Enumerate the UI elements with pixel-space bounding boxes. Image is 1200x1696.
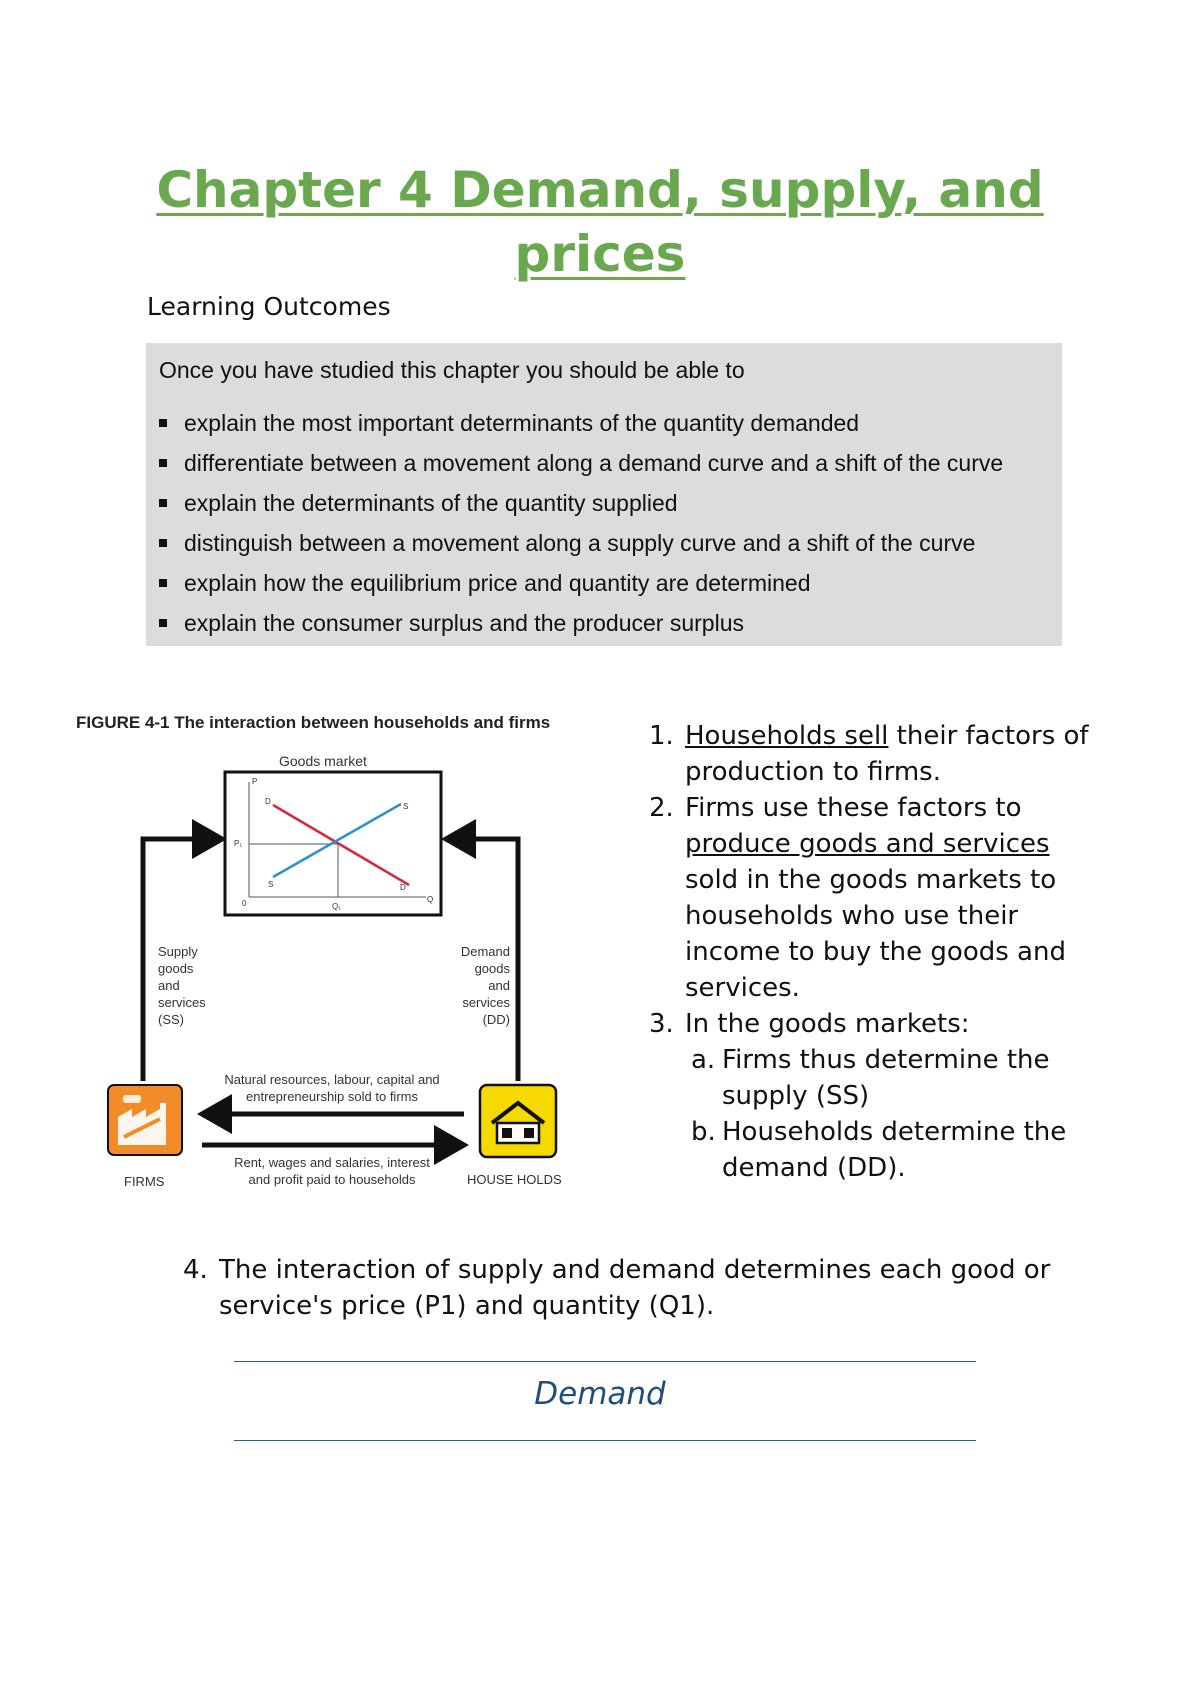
- demand-curve-label-bottom: D: [400, 883, 406, 892]
- circular-flow-figure: [74, 705, 594, 1205]
- goods-market-label: Goods market: [279, 753, 367, 769]
- learning-outcomes-heading: Learning Outcomes: [147, 292, 391, 321]
- sub-list-item: [649, 1042, 1089, 1114]
- circular-flow-diagram: [74, 705, 594, 1205]
- supply-label-line: Supply: [158, 944, 198, 959]
- figure-caption: FIGURE 4-1 The interaction between households and firms: [76, 713, 551, 732]
- outcome-text: explain the determinants of the quantity supplied: [184, 490, 678, 516]
- bullet-square-icon: [159, 539, 167, 547]
- supply-label-line: (SS): [158, 1012, 184, 1027]
- learning-outcomes-box: [146, 343, 1062, 646]
- outcomes-intro: Once you have studied this chapter you should be able to: [159, 357, 745, 383]
- resources-flow-line: Natural resources, labour, capital and: [224, 1072, 440, 1087]
- income-flow-line: and profit paid to households: [248, 1172, 416, 1187]
- bullet-square-icon: [159, 619, 167, 627]
- outcome-item: [159, 523, 1050, 563]
- demand-label-line: and: [488, 978, 510, 993]
- chapter-title: [0, 158, 1200, 286]
- outcome-text: explain the consumer surplus and the producer surplus: [184, 610, 744, 636]
- resources-flow-line: entrepreneurship sold to firms: [246, 1089, 418, 1104]
- list-item: [649, 718, 1089, 790]
- supply-label-line: services: [158, 995, 206, 1010]
- list-number: 4.: [183, 1255, 208, 1285]
- list-text: their factors of production to firms.: [685, 721, 1089, 787]
- households-label: HOUSE HOLDS: [467, 1172, 562, 1187]
- sub-list-text: Households determine the demand (DD).: [722, 1117, 1067, 1183]
- demand-label-line: Demand: [460, 944, 510, 959]
- bullet-square-icon: [159, 419, 167, 427]
- demand-label-line: (DD): [482, 1012, 510, 1027]
- house-icon: [480, 1085, 556, 1157]
- chapter-title-line2: prices: [514, 225, 686, 283]
- outcome-item: [159, 603, 1050, 643]
- outcome-item: [159, 403, 1050, 443]
- heading-rule-top: [234, 1361, 976, 1362]
- outcome-text: explain how the equilibrium price and quantity are determined: [184, 570, 811, 596]
- outcomes-list: [159, 403, 1050, 643]
- firms-label: FIRMS: [124, 1174, 165, 1189]
- underlined-phrase: produce goods and services: [685, 829, 1050, 859]
- demand-goods-label: [440, 943, 510, 1028]
- bullet-square-icon: [159, 499, 167, 507]
- underlined-phrase: Households sell: [685, 721, 889, 751]
- sub-list-item: [649, 1114, 1089, 1186]
- supply-curve-label-bottom: S: [268, 880, 274, 889]
- list-item: [649, 790, 1089, 1006]
- bullet-square-icon: [159, 459, 167, 467]
- resources-flow-label: [202, 1071, 462, 1105]
- q1-label: Q₁: [332, 902, 341, 911]
- outcome-text: differentiate between a movement along a demand curve and a shift of the curve: [184, 450, 1004, 476]
- list-text: The interaction of supply and demand determines each good or service's price (P1) and quantity (Q1).: [219, 1255, 1051, 1321]
- outcome-item: [159, 443, 1050, 483]
- list-text: sold in the goods markets to households who use their income to buy the goods and services.: [685, 865, 1066, 1003]
- list-text: In the goods markets:: [685, 1009, 970, 1039]
- chapter-title-line1: Chapter 4 Demand, supply, and: [156, 161, 1044, 219]
- demand-curve-label-top: D: [265, 797, 271, 806]
- list-item: [183, 1252, 1119, 1324]
- bullet-square-icon: [159, 579, 167, 587]
- factory-icon: [108, 1085, 182, 1155]
- sub-list-text: Firms thus determine the supply (SS): [722, 1045, 1050, 1111]
- demand-label-line: goods: [474, 961, 510, 976]
- list-number: 1.: [649, 721, 674, 751]
- outcome-item: [159, 563, 1050, 603]
- supply-label-line: and: [158, 978, 180, 993]
- demand-label-line: services: [462, 995, 510, 1010]
- list-text: Firms use these factors to: [685, 793, 1022, 823]
- supply-curve-label-top: S: [403, 802, 409, 811]
- list-number: 2.: [649, 793, 674, 823]
- section-heading-demand: Demand: [534, 1376, 666, 1412]
- axis-q-label: Q: [427, 895, 434, 904]
- sub-list-letter: a.: [691, 1045, 716, 1075]
- list-number: 3.: [649, 1009, 674, 1039]
- income-flow-line: Rent, wages and salaries, interest: [234, 1155, 430, 1170]
- supply-label-line: goods: [158, 961, 194, 976]
- income-flow-label: [202, 1154, 462, 1188]
- sub-list-letter: b.: [691, 1117, 716, 1147]
- outcome-text: distinguish between a movement along a supply curve and a shift of the curve: [184, 530, 976, 556]
- list-item: [649, 1006, 1089, 1042]
- p1-label: P₁: [234, 839, 243, 848]
- axis-p-label: P: [252, 777, 258, 786]
- outcome-text: explain the most important determinants of the quantity demanded: [184, 410, 860, 436]
- supply-goods-label: [158, 943, 206, 1028]
- outcome-item: [159, 483, 1050, 523]
- origin-label: 0: [242, 899, 247, 908]
- flow-explanation-list: [649, 718, 1089, 1186]
- heading-rule-bottom: [234, 1440, 976, 1441]
